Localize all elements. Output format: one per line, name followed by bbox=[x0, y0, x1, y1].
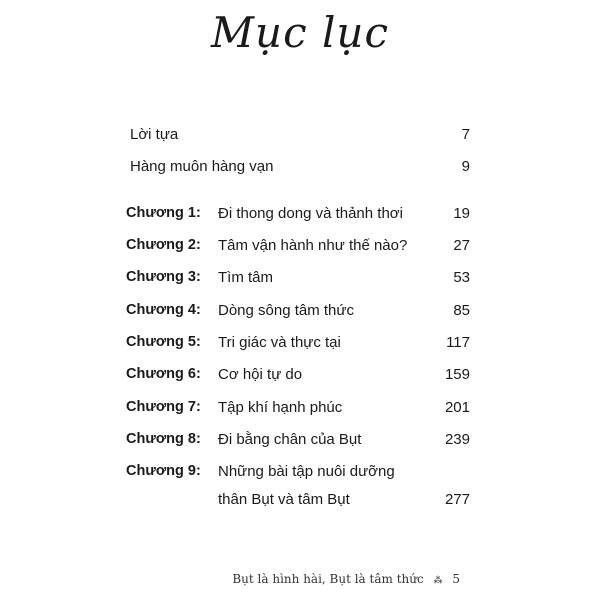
chapter-title: Dòng sông tâm thức bbox=[218, 302, 354, 319]
chapter-title: Tìm tâm bbox=[218, 269, 273, 286]
toc-page: 117 bbox=[446, 334, 470, 351]
toc-label: Lời tựa bbox=[130, 126, 179, 143]
chapter-number: Chương 4: bbox=[126, 302, 201, 318]
toc-page: 201 bbox=[444, 399, 470, 416]
chapter-title: Tri giác và thực tại bbox=[218, 334, 341, 351]
toc-row-chapter-2 bbox=[0, 237, 600, 261]
toc-row-chapter-1 bbox=[0, 205, 600, 229]
toc-row-chapter-9-cont bbox=[0, 491, 600, 515]
running-footer bbox=[232, 572, 460, 586]
chapter-number: Chương 7: bbox=[126, 399, 201, 415]
toc-page: 9 bbox=[461, 158, 470, 175]
toc-page: 277 bbox=[444, 491, 470, 508]
chapter-title: Tập khí hạnh phúc bbox=[218, 399, 343, 416]
toc-page: 19 bbox=[453, 205, 470, 222]
chapter-number: Chương 3: bbox=[126, 269, 201, 285]
toc-row-chapter-3 bbox=[0, 269, 600, 293]
toc-row-chapter-6 bbox=[0, 366, 600, 390]
chapter-number: Chương 9: bbox=[126, 463, 201, 479]
footer-text: Bụt là hình hài, Bụt là tâm thức bbox=[232, 572, 424, 586]
chapter-title: Đi bằng chân của Bụt bbox=[218, 431, 362, 448]
toc-page: 239 bbox=[444, 431, 470, 448]
toc-label: Hàng muôn hàng vạn bbox=[130, 158, 274, 175]
page-title: Mục lục bbox=[211, 8, 389, 57]
ornament-icon: ⁂ bbox=[433, 576, 443, 586]
chapter-title: Cơ hội tự do bbox=[218, 366, 303, 383]
toc-row-chapter-5 bbox=[0, 334, 600, 358]
chapter-number: Chương 5: bbox=[126, 334, 201, 350]
toc-page: 53 bbox=[453, 269, 470, 286]
toc-page: 27 bbox=[453, 237, 470, 254]
toc-row-chapter-4 bbox=[0, 302, 600, 326]
chapter-title: Những bài tập nuôi dưỡng bbox=[218, 463, 395, 480]
chapter-number: Chương 8: bbox=[126, 431, 201, 447]
toc-page: 85 bbox=[453, 302, 470, 319]
chapter-title: Đi thong dong và thảnh thơi bbox=[218, 205, 403, 222]
chapter-number: Chương 1: bbox=[126, 205, 201, 221]
toc-row-intro bbox=[0, 158, 600, 182]
chapter-number: Chương 6: bbox=[126, 366, 201, 382]
chapter-number: Chương 2: bbox=[126, 237, 201, 253]
chapter-title: Tâm vận hành như thế nào? bbox=[218, 237, 408, 254]
toc-row-chapter-9 bbox=[0, 463, 600, 487]
toc-row-preface bbox=[0, 126, 600, 150]
page-number: 5 bbox=[452, 572, 460, 586]
toc-row-chapter-8 bbox=[0, 431, 600, 455]
toc-page: 7 bbox=[461, 126, 470, 143]
chapter-title-line2: thân Bụt và tâm Bụt bbox=[218, 491, 350, 508]
toc-page: 159 bbox=[444, 366, 470, 383]
toc-row-chapter-7 bbox=[0, 399, 600, 423]
